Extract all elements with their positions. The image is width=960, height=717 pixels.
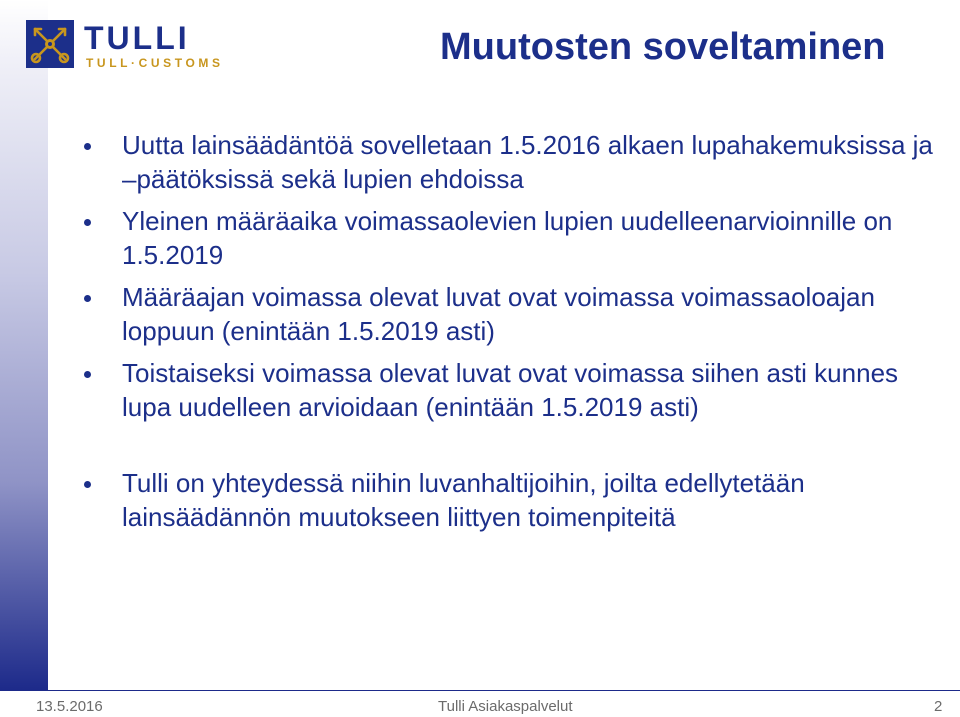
footer-organization: Tulli Asiakaspalvelut [438, 698, 573, 715]
tulli-logo [26, 20, 266, 72]
bullet-text: Yleinen määräaika voimassaolevien lupien uudelleenarvioinnille on 1.5.2019 [122, 206, 893, 270]
bullet-dot-icon [84, 295, 91, 302]
bullet-item [84, 466, 934, 534]
footer-divider [0, 690, 960, 691]
bullet-text: Määräajan voimassa olevat luvat ovat voimassa voimassaoloajan loppuun (enintään 1.5.2019 asti) [122, 282, 875, 346]
slide-title: Muutosten soveltaminen [440, 26, 886, 68]
bullet-text: Toistaiseksi voimassa olevat luvat ovat voimassa siihen asti kunnes lupa uudelleen arvioidaan (enintään 1.5.2019 asti) [122, 358, 899, 422]
bullet-dot-icon [84, 371, 91, 378]
crossed-keys-crest-icon [26, 20, 74, 68]
bullet-item [84, 280, 934, 348]
logo-subtitle: TULL·CUSTOMS [86, 56, 224, 70]
bullet-dot-icon [84, 481, 91, 488]
bullet-text: Uutta lainsäädäntöä sovelletaan 1.5.2016 alkaen lupahakemuksissa ja –päätöksissä sekä lupien ehdoissa [122, 130, 933, 194]
side-gradient-band [0, 0, 48, 690]
bullet-text: Tulli on yhteydessä niihin luvanhaltijoihin, joilta edellytetään lainsäädännön muutokseen liittyen toimenpiteitä [122, 468, 805, 532]
footer-page-number: 2 [934, 698, 943, 715]
bullet-item [84, 356, 934, 424]
bullet-item [84, 128, 934, 196]
footer-date: 13.5.2016 [36, 698, 103, 715]
bullet-list [84, 128, 934, 534]
bullet-dot-icon [84, 219, 91, 226]
bullet-dot-icon [84, 143, 91, 150]
bullet-item [84, 204, 934, 272]
logo-wordmark: TULLI [84, 20, 190, 56]
